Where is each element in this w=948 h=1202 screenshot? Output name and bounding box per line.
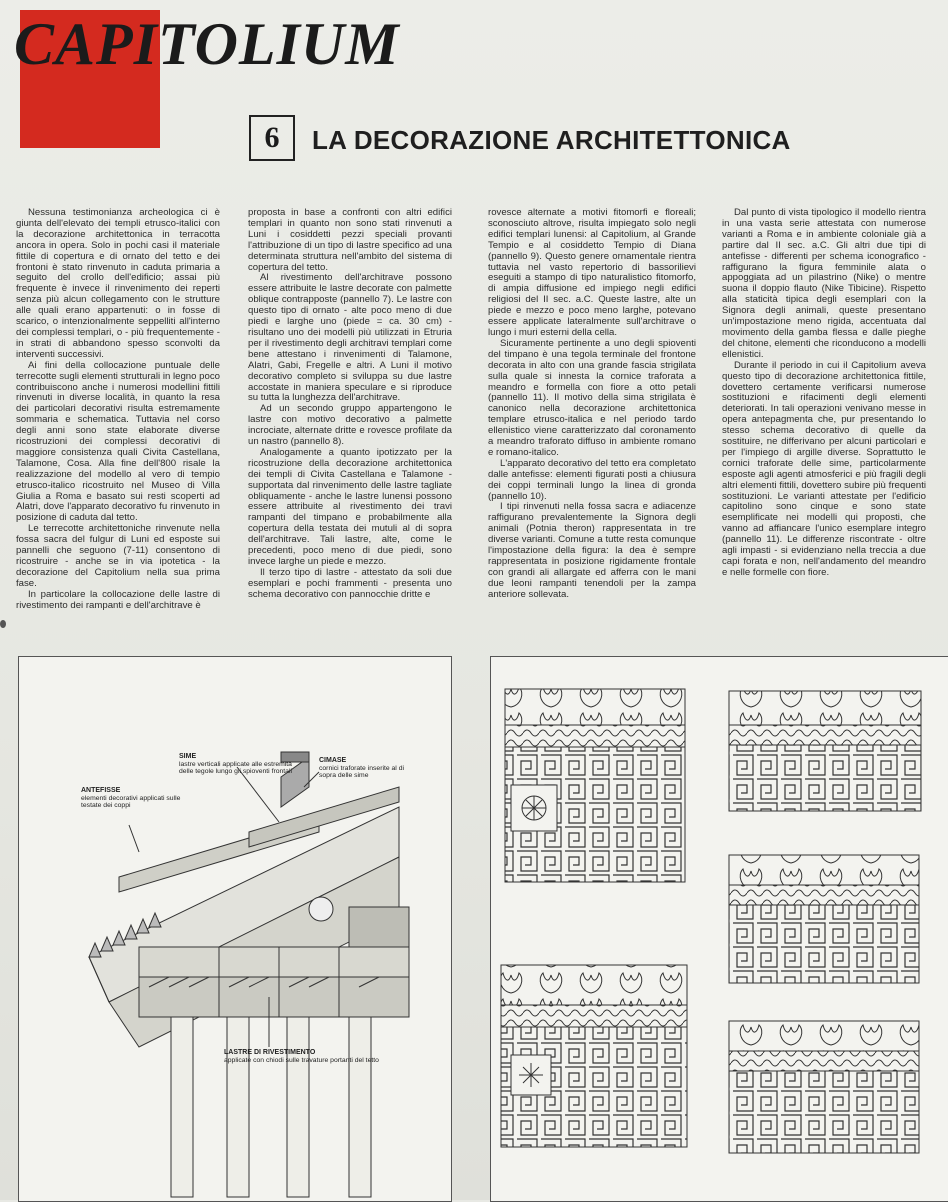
text-column-2 [248, 208, 452, 601]
label-cimase [319, 757, 419, 780]
text-column-1 [16, 208, 220, 612]
paragraph: Le terrecotte architettoniche rinvenute nella fossa sacra del fulgur di Luni ed esposte sui pannelli che seguono (7-11) consentono di ricostruire - anche se in via ipotetica - la decorazione del Capitolium nella sua prima fase. [16, 523, 220, 589]
paragraph: rovesce alternate a motivi fitomorfi e floreali; sconosciuto altrove, risulta impiegato solo negli edifici templari lunensi: al Capitolium, al Grande Tempio e al cosiddetto Tempio di Diana (pannello 9). Questo genere ornamentale rientra tuttavia nel vasto repertorio di bassorilievi eseguiti a stampo di tipo naturalistico fitomorfo, di ampia diffusione ed impiego negli edifici religiosi del II sec. a.C. Queste lastre, alte un piede e mezzo e poco meno larghe, potevano essere applicate lateralmente sull'architrave o lungo i muri esterni della cella. [488, 207, 696, 338]
paragraph: proposta in base a confronti con altri edifici templari in quanto non sono stati rinvenuti a Luni i cosiddetti pezzi speciali provanti l'attribuzione di un tipo di lastre specifico ad una determinata struttura nell'ambito del sistema di copertura del tetto. [248, 207, 452, 273]
paragraph: In particolare la collocazione delle lastre di rivestimento dei rampanti e dell'architrave è [16, 588, 220, 611]
paragraph: L'apparato decorativo del tetto era completato dalle antefisse: elementi figurati posti a chiusura dei coppi terminali lungo la linea di gronda (pannello 10). [488, 457, 696, 502]
mounting-pin [0, 620, 6, 628]
brand-title: CAPITOLIUM [14, 11, 400, 77]
paragraph: Durante il periodo in cui il Capitolium aveva questo tipo di decorazione architettonica fittile, dovettero certamente verificarsi numerose sostituzioni e rifacimenti degli elementi deteriorati. In tali operazioni venivano messe in opera antepagmenta che, pur presentando lo stesso schema decorativo di quelle da sostituire, ne differivano per alcuni particolari e per l'impiego di argille diverse. Soprattutto le cornici traforate delle sime, particolarmente esposte agli agenti atmosferici e più fragili degli altri elementi fittili, dovettero subire più frequenti sostituzioni. Le varianti attestate per l'edificio capitolino sono cinque e sono state esemplificate nei modelli qui proposti, che vanno ad affiancare l'unico esemplare integro (pannello 11). Le differenze riscontrate - oltre agli impasti - si evidenziano nella treccia a due capi forata e non, nell'andamento del meandro e nelle formelle con fiore. [722, 359, 926, 578]
label-antefisse [81, 787, 191, 810]
roof-reconstruction-figure [18, 656, 452, 1202]
paragraph: Nessuna testimonianza archeologica ci è giunta dell'elevato dei templi etrusco-italici con la decorazione architettonica in terracotta ancora in opera. Solo in pochi casi il materiale fittile di copertura e di ornato del tetto e dei frontoni è stato rinvenuto in caduta primaria a seguito del crollo dell'edificio; assai più frequente è invece il rinvenimento dei reperti senza più alcun collegamento con le strutture alle quali erano appartenuti: o in fosse di scarico, o intenzionalmente seppelliti all'interno dei complessi templari, o - più frequentemente - in strati di abbandono spesso sconvolti da interventi successivi. [16, 207, 220, 360]
panel-number: 6 [249, 115, 295, 161]
paragraph: Sicuramente pertinente a uno degli spioventi del timpano è una tegola terminale del frontone decorata in alto con una grande fascia strigilata sulla quale si innesta la cornice traforata a meandro e formella con fiore a otto petali (pannello 11). Il motivo della sima strigilata è canonico nella decorazione architettonica templare etrusco-italica e nel periodo tardo ellenistico viene caratterizzato dal coronamento a meandro traforato diffuso in ambiente romano e romano-italico. [488, 337, 696, 458]
text-column-3 [488, 208, 696, 601]
label-lastre-title: LASTRE DI RIVESTIMENTO [224, 1049, 316, 1056]
text-column-4 [722, 208, 926, 579]
paragraph: Analogamente a quanto ipotizzato per la ricostruzione della decorazione architettonica dei templi di Civita Castellana e Talamone - supportata dal rinvenimento delle lastre tagliate obliquamente - anche le lastre lunensi possono essere attribuite al rivestimento dei travi rampanti del timpano e probabilmente alla copertura della testata dei mutuli al di sopra dell'architrave. Tali lastre, alte, come le precedenti, poco meno di due piedi, sono invece larghe un piede e mezzo. [248, 446, 452, 567]
roof-reconstruction-drawing [19, 657, 451, 1201]
label-sime-desc: lastre verticali applicate alle estremità delle tegole lungo gli spioventi frontali [179, 760, 292, 776]
label-lastre [224, 1049, 414, 1064]
paragraph: Ai fini della collocazione puntuale delle terrecotte sugli elementi strutturali in legno poco contribuiscono anche i numerosi modellini fittili rinvenuti in diverse località, in quanto la resa dei particolari decorativi risulta estremamente sommaria e schematica. Tuttavia nel corso degli anni sono state elaborate diverse ricostruzioni dei complessi decorativi di maggiore consistenza quali Civita Castellana, Talamone, Cosa. Alla fine dell'800 risale la realizzazione del modello al vero di tempio etrusco-italico ricostruito nel Museo di Villa Giulia a Roma e basato sui resti scoperti ad Alatri, dove l'apparato decorativo fu rinvenuto in posizione di caduta dal tetto. [16, 359, 220, 524]
label-cimase-desc: cornici traforate inserite al di sopra delle sime [319, 764, 404, 780]
label-cimase-title: CIMASE [319, 757, 347, 764]
paragraph: Ad un secondo gruppo appartengono le lastre con motivo decorativo a palmette incrociate, alternate dritte e rovesce profilate da un nastro (pannello 8). [248, 403, 452, 448]
label-sime [179, 753, 299, 776]
label-lastre-desc: applicate con chiodi sulle travature portanti del tetto [224, 1056, 379, 1064]
paragraph: Al rivestimento dell'architrave possono essere attribuite le lastre decorate con palmette oblique contrapposte (pannello 7). Le lastre con questo tipo di ornato - alte poco meno di due piedi e larghe uno (piede = ca. 30 cm) - risultano uno dei modelli più utilizzati in Etruria per il rivestimento degli architravi templari come bene attestano i rinvenimenti di Talamone, Alatri, Gabi, Fregelle e altri. A Luni il motivo decorativo completo si sviluppa su due lastre accostate in maniera speculare e si riproduce su tutta la lunghezza dell'architrave. [248, 272, 452, 404]
paragraph: Dal punto di vista tipologico il modello rientra in una vasta serie attestata con numerose varianti a Roma e in ambiente coloniale già a partire dal II sec. a.C. Gli altri due tipi di antefisse - differenti per schema iconografico - raffigurano la figura femminile alata o appoggiata ad un pilastrino (Nike) o mentre suona il doppio flauto (Nike Tibicine). Rispetto alla staticità tipica degli esemplari con la Signora degli animali, queste presentano un'impostazione meno rigida, accentuata dal movimento della gamba flessa e dalle pieghe del chitone, elementi che riconducono a modelli ellenistici. [722, 207, 926, 360]
paragraph: Il terzo tipo di lastre - attestato da soli due esemplari e pochi frammenti - presenta uno schema decorativo con pannocchie dritte e [248, 566, 452, 600]
label-sime-title: SIME [179, 753, 197, 760]
label-antefisse-title: ANTEFISSE [81, 787, 121, 794]
section-title: LA DECORAZIONE ARCHITETTONICA [312, 125, 791, 155]
sima-variants-figure [490, 656, 948, 1202]
sima-variants-drawing [491, 657, 948, 1201]
paragraph: I tipi rinvenuti nella fossa sacra e adiacenze raffigurano prevalentemente la Signora degli animali (Potnia theron) rappresentata in tre diverse varianti. Comune a tutte resta comunque l'impostazione della figura: la dea è sempre rappresentata in posizione rigidamente frontale con grandi ali allargate ed afferra con le mani due leoni rampanti tenendoli per la zampa anteriore sollevata. [488, 501, 696, 600]
label-antefisse-desc: elementi decorativi applicati sulle testate dei coppi [81, 794, 181, 810]
